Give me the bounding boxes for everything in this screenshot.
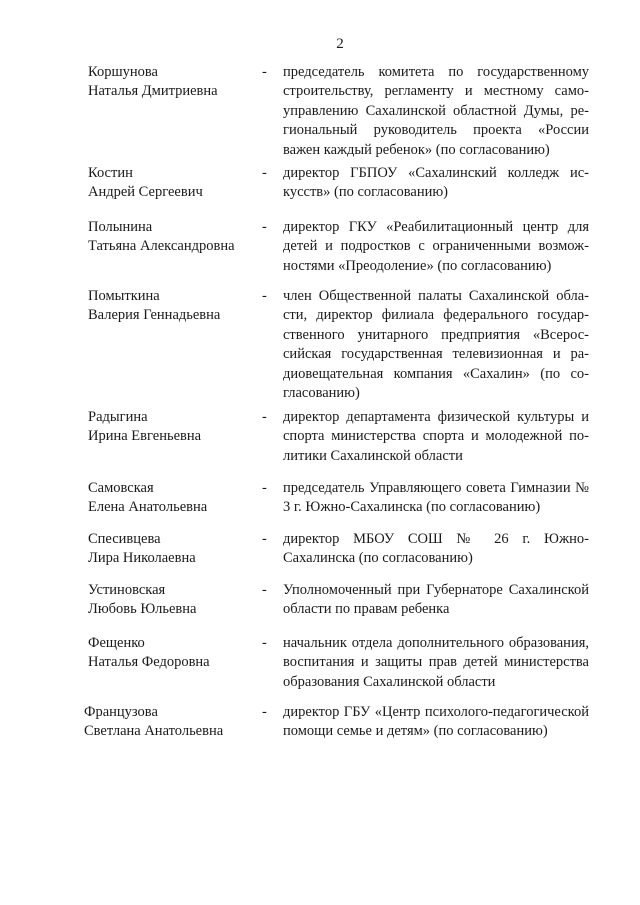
member-surname: Полынина (88, 219, 153, 235)
member-given-names: Наталья Дмитриевна (88, 83, 218, 99)
member-role: начальник отдела дополнительного образования, воспитания и защиты прав детей министерства образования Сахалинской области (283, 635, 589, 690)
member-name (88, 218, 258, 256)
member-given-names: Андрей Сергеевич (88, 184, 203, 200)
member-role: председатель Управляющего совета Гимназии № 3 г. Южно-Сахалинска (по согласованию) (283, 480, 589, 516)
separator-dash: - (262, 531, 267, 547)
member-surname: Спесивцева (88, 531, 161, 547)
member-name (88, 530, 258, 568)
member-given-names: Светлана Анатольевна (84, 723, 224, 739)
member-surname: Устиновская (88, 582, 166, 598)
member-name (88, 408, 258, 446)
member-surname: Самовская (88, 480, 154, 496)
page-number: 2 (336, 36, 344, 52)
member-name (88, 634, 258, 672)
member-surname: Костин (88, 165, 133, 181)
member-given-names: Лира Николаевна (88, 550, 196, 566)
member-surname: Помыткина (88, 288, 160, 304)
member-role: член Общественной палаты Сахалинской области, директор филиала федерального государственного унитарного предприятия «Всероссийская государственная телевизионная и радиовещательная компания «Сахалин» (по согласованию) (283, 288, 589, 402)
separator-dash: - (262, 219, 267, 235)
member-role: директор МБОУ СОШ № 26 г. Южно-Сахалинска (по согласованию) (283, 531, 589, 567)
member-given-names: Татьяна Александровна (88, 238, 235, 254)
member-role: председатель комитета по государственному строительству, регламенту и местному самоуправлению Сахалинской областной Думы, региональный руководитель проекта «России важен каждый ребенок» (по согласованию) (283, 64, 589, 158)
member-given-names: Валерия Геннадьевна (88, 307, 221, 323)
separator-dash: - (262, 288, 267, 304)
separator-dash: - (262, 704, 267, 720)
member-name (88, 63, 258, 101)
member-role: директор департамента физической культуры и спорта министерства спорта и молодежной политики Сахалинской области (283, 409, 589, 464)
member-role: директор ГКУ «Реабилитационный центр для детей и подростков с ограниченными возможностями «Преодоление» (по согласованию) (283, 219, 589, 274)
separator-dash: - (262, 64, 267, 80)
member-role: Уполномоченный при Губернаторе Сахалинской области по правам ребенка (283, 582, 589, 618)
separator-dash: - (262, 635, 267, 651)
member-name (88, 479, 258, 517)
member-role: директор ГБУ «Центр психолого-педагогической помощи семье и детям» (по согласованию) (283, 704, 589, 740)
member-given-names: Елена Анатольевна (88, 499, 208, 515)
member-given-names: Любовь Юльевна (88, 601, 197, 617)
member-name (84, 703, 254, 741)
separator-dash: - (262, 165, 267, 181)
member-surname: Радыгина (88, 409, 148, 425)
member-name (88, 581, 258, 619)
member-given-names: Ирина Евгеньевна (88, 428, 202, 444)
member-given-names: Наталья Федоровна (88, 654, 210, 670)
member-name (88, 287, 258, 325)
member-surname: Французова (84, 704, 158, 720)
member-surname: Фещенко (88, 635, 145, 651)
separator-dash: - (262, 409, 267, 425)
member-role: директор ГБПОУ «Сахалинский колледж искусств» (по согласованию) (283, 165, 589, 201)
member-name (88, 164, 258, 202)
separator-dash: - (262, 582, 267, 598)
separator-dash: - (262, 480, 267, 496)
member-surname: Коршунова (88, 64, 158, 80)
